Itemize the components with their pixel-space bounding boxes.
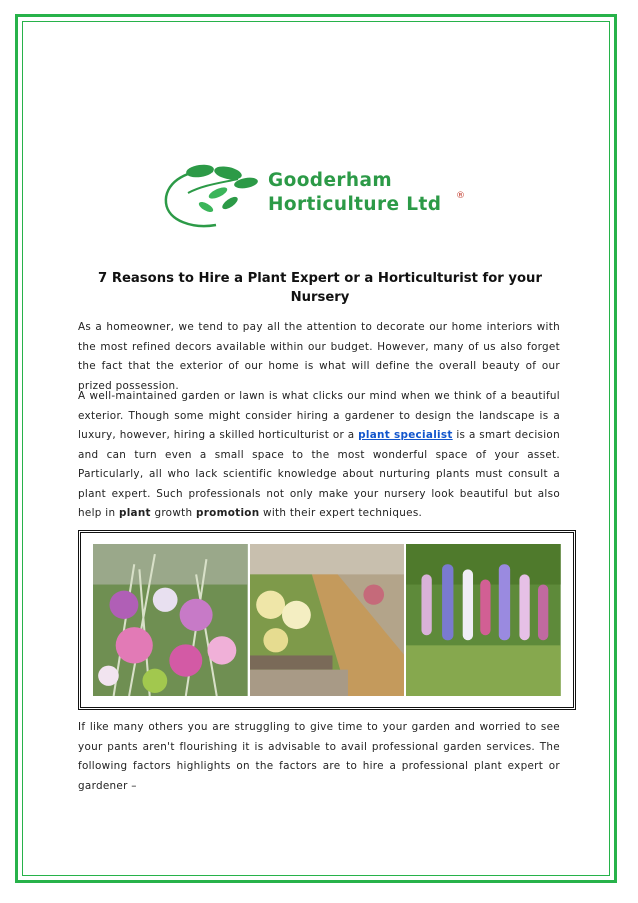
paragraph-garden xyxy=(78,387,560,524)
lupin-flowers-photo xyxy=(406,544,561,696)
company-logo xyxy=(158,163,478,233)
logo-wordmark xyxy=(268,169,441,217)
paragraph-garden-text-1: A well-maintained garden or lawn is what clicks our mind when we think of a beautiful exterior. Though some might consider hiring a gardener to design the landscape is a luxury, however, hiring a skilled horticulturist or a xyxy=(78,390,560,441)
article-title: 7 Reasons to Hire a Plant Expert or a Horticulturist for your Nursery xyxy=(98,271,542,305)
paragraph-garden-text-3: growth xyxy=(150,507,197,519)
logo-line-2: Horticulture Ltd xyxy=(268,194,442,215)
garden-photo-collage xyxy=(78,530,576,710)
paragraph-intro: As a homeowner, we tend to pay all the attention to decorate our home interiors with the most refined decors available within our budget. However, many of us also forget the fact that the exterior of our home is what will define the overall beauty of our prized possession. xyxy=(78,321,560,392)
registered-mark: ® xyxy=(456,191,465,201)
flower-bed-photo xyxy=(93,544,248,696)
paragraph-services: If like many others you are struggling to give time to your garden and worried to see your pants aren't flourishing it is advisable to avail professional garden services. The following factors highlights on the factors are to hire a professional plant expert or gardener – xyxy=(78,721,560,792)
paragraph-garden-text-4: with their expert techniques. xyxy=(259,507,423,519)
leaf-swirl-icon xyxy=(158,163,268,233)
logo-line-1: Gooderham xyxy=(268,170,393,191)
bold-plant: plant xyxy=(118,507,151,519)
bold-promotion: promotion xyxy=(196,507,260,519)
paragraph-garden-text-2: is a smart decision and can turn even a small space to the most wonderful space of your asset. Particularly, all who lack scientific knowledge about nurturing plants must consult a plant expert. Such professionals not only make your nursery look beautiful but also help in xyxy=(78,429,560,519)
garden-path-photo xyxy=(250,544,405,696)
plant-specialist-link[interactable]: plant specialist xyxy=(358,429,453,441)
